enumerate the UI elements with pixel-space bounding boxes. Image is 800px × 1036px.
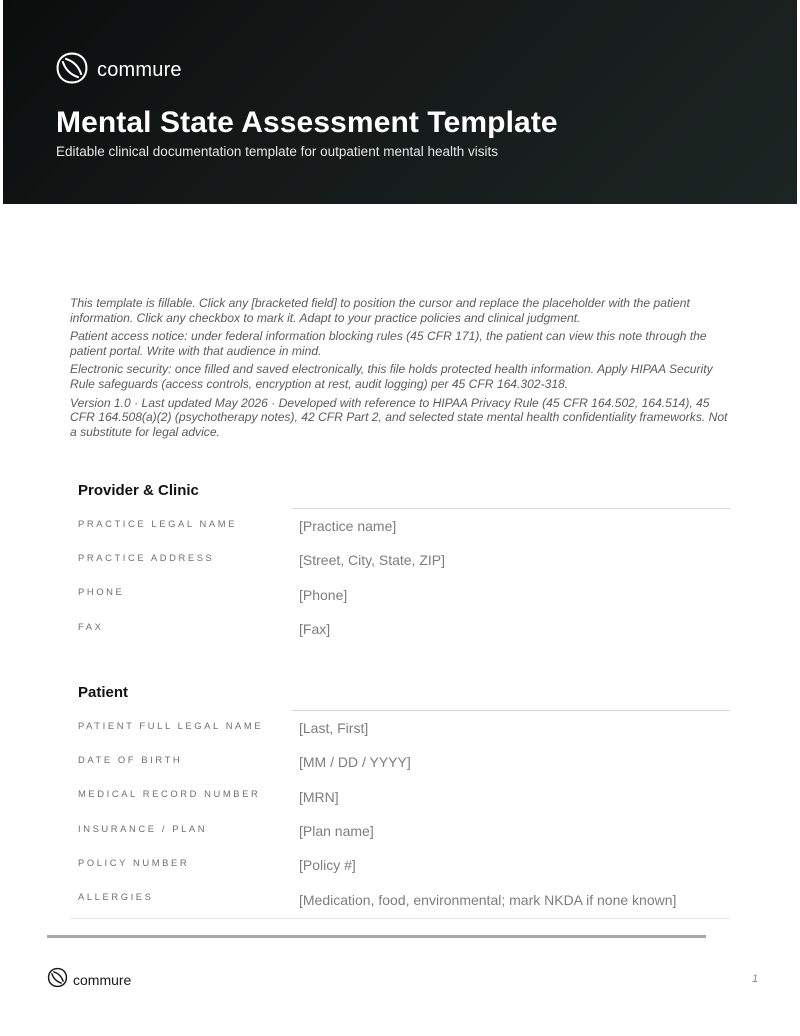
field-row-phone <box>70 578 730 612</box>
allergies-field[interactable]: [Medication, food, environmental; mark NKDA if none known] <box>299 891 677 908</box>
fax-field[interactable]: [Fax] <box>299 621 331 638</box>
version-note: Version 1.0 · Last updated May 2026 · Developed with reference to HIPAA Privacy Rule (45 CFR 164.502, 164.514), 45 CFR 164.508(a)(2) (psychotherapy notes), 42 CFR Part 2, and selected state mental health confidentiality frameworks. Not a substitute for legal advice. <box>70 395 728 439</box>
practice-name-field[interactable]: [Practice name] <box>299 518 397 535</box>
commure-logo-icon <box>47 967 68 993</box>
insurance-plan-field[interactable]: [Plan name] <box>299 823 374 840</box>
provider-clinic-section <box>70 474 730 646</box>
field-label: POLICY NUMBER <box>78 856 190 868</box>
mrn-field[interactable]: [MRN] <box>299 788 339 805</box>
date-of-birth-field[interactable]: [MM / DD / YYYY] <box>299 754 411 771</box>
field-label: DATE OF BIRTH <box>78 753 183 765</box>
field-row-practice-address <box>70 543 730 577</box>
field-label: PATIENT FULL LEGAL NAME <box>78 719 264 731</box>
page-subtitle: Editable clinical documentation template for outpatient mental health visits <box>56 144 498 159</box>
field-row-patient-name <box>70 711 730 745</box>
section-title: Provider & Clinic <box>78 482 199 499</box>
page-number: 1 <box>752 973 759 985</box>
phone-field[interactable]: [Phone] <box>299 586 348 603</box>
field-label: ALLERGIES <box>78 891 154 903</box>
patient-name-field[interactable]: [Last, First] <box>299 720 369 737</box>
brand <box>55 51 182 90</box>
section-bottom-divider <box>70 918 730 919</box>
field-label: PRACTICE LEGAL NAME <box>78 517 237 529</box>
field-row-mrn <box>70 780 730 814</box>
section-title: Patient <box>78 684 129 701</box>
brand-name: commure <box>97 59 182 81</box>
policy-number-field[interactable]: [Policy #] <box>299 857 356 874</box>
field-row-date-of-birth <box>70 745 730 779</box>
fillable-note: This template is fillable. Click any [bracketed field] to position the cursor and replace the placeholder with the patient information. Click any checkbox to mark it. Adapt to your practice policies and clinical judgment. <box>70 296 690 325</box>
patient-section <box>70 676 730 919</box>
patient-access-note: Patient access notice: under federal information blocking rules (45 CFR 171), the patient can view this note through the patient portal. Write with that audience in mind. <box>70 329 707 358</box>
field-label: FAX <box>78 620 104 632</box>
field-label: MEDICAL RECORD NUMBER <box>78 788 261 800</box>
field-row-allergies <box>70 882 730 916</box>
instructions <box>70 296 730 443</box>
field-row-practice-legal-name <box>70 509 730 543</box>
field-label: PRACTICE ADDRESS <box>78 551 215 563</box>
security-note: Electronic security: once filled and saved electronically, this file holds protected health information. Apply HIPAA Security Rule safeguards (access controls, encryption at rest, audit logging) per 45 CFR 164.302-318. <box>70 362 713 391</box>
commure-logo-icon <box>55 51 89 90</box>
footer-brand <box>47 967 131 993</box>
header-banner <box>3 0 797 204</box>
field-row-fax <box>70 612 730 646</box>
footer-divider <box>47 935 706 938</box>
field-row-policy-number <box>70 848 730 882</box>
page-title: Mental State Assessment Template <box>56 106 558 139</box>
footer-brand-name: commure <box>73 972 132 988</box>
practice-address-field[interactable]: [Street, City, State, ZIP] <box>299 552 446 569</box>
field-label: PHONE <box>78 586 125 598</box>
field-row-insurance <box>70 814 730 848</box>
field-label: INSURANCE / PLAN <box>78 822 208 834</box>
